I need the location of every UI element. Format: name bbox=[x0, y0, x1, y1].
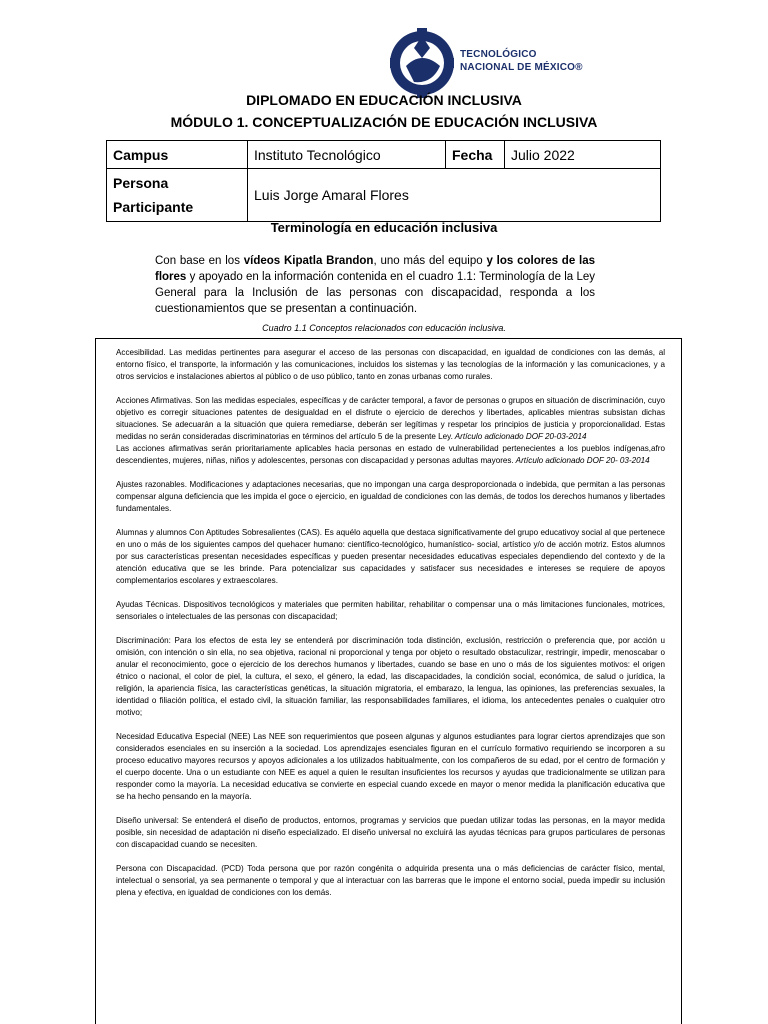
persona-label bbox=[107, 169, 248, 222]
campus-value: Instituto Tecnológico bbox=[248, 141, 446, 169]
term-accesibilidad: Accesibilidad. Las medidas pertinentes para asegurar el acceso de las personas con discapacidad, en igualdad de condiciones con las demás, al entorno físico, el transporte, la información y las comunicaciones, incluidos los sistemas y las tecnologías de la información y las comunicaciones, y a otros servicios e instalaciones abiertos al público o de uso público, tanto en zonas urbanas como rurales. bbox=[116, 348, 665, 381]
persona-label-line2: Participante bbox=[113, 199, 194, 215]
logo-line-1: TECNOLÓGICO bbox=[460, 49, 537, 60]
term-diseno-universal: Diseño universal: Se entenderá el diseño de productos, entornos, programas y servicios que puedan utilizar todas las personas, en la mayor medida posible, sin necesidad de adaptación ni diseño especializado. El diseño universal no excluirá las ayudas técnicas para grupos particulares de personas con discapacidad cuando se necesiten. bbox=[116, 816, 665, 849]
info-table bbox=[106, 140, 661, 222]
term-ajustes-razonables: Ajustes razonables. Modificaciones y adaptaciones necesarias, que no impongan una carga desproporcionada o indebida, que permitan a las personas compensar alguna deficiencia que les impida el goce o ejercicio, en igualdad de condiciones con las demás, de todos los derechos humanos y libertades fundamentales. bbox=[116, 480, 665, 513]
term-acciones-note: Artículo adicionado DOF 20-03-2014 bbox=[452, 432, 587, 441]
fecha-label: Fecha bbox=[446, 141, 505, 169]
term-acciones-note-2: Artículo adicionado DOF 20- 03-2014 bbox=[513, 456, 650, 465]
intro-post: y apoyado en la información contenida en el cuadro 1.1: Terminología de la Ley General para la Inclusión de las personas con discapacidad, responda a los cuestionamientos que se presentan a continuación. bbox=[155, 271, 595, 315]
table-caption: Cuadro 1.1 Conceptos relacionados con educación inclusiva. bbox=[262, 323, 506, 333]
term-acciones-text-2: Las acciones afirmativas serán prioritariamente aplicables hacia personas en estado de vulnerabilidad pertenecientes a los pueblos indígenas,afro descendientes, mujeres, niñas, niños y adolescentes, personas con discapacidad y personas adultas mayores. bbox=[116, 444, 665, 465]
intro-video-1: vídeos Kipatla Brandon bbox=[243, 255, 374, 267]
tecnm-wordmark bbox=[460, 48, 583, 74]
persona-value: Luis Jorge Amaral Flores bbox=[248, 169, 661, 222]
section-subtitle: Terminología en educación inclusiva bbox=[270, 220, 498, 235]
diploma-title: DIPLOMADO EN EDUCACIÓN INCLUSIVA bbox=[246, 92, 522, 108]
term-discriminacion: Discriminación: Para los efectos de esta ley se entenderá por discriminación toda distinción, exclusión, restricción o preferencia que, por acción u omisión, con intención o sin ella, no sea objetiva, racional ni proporcional y tenga por objeto o resultado obstaculizar, restringir, impedir, menoscabar o anular el reconocimiento, goce o ejercicio de los derechos humanos y libertades, cuando se base en uno o más de los siguientes motivos: el origen étnico o nacional, el color de piel, la cultura, el sexo, el género, la edad, las discapacidades, la condición social, económica, de salud o jurídica, la religión, la apariencia física, las características genéticas, la situación migratoria, el embarazo, la lengua, las opiniones, las preferencias sexuales, la identidad o filiación política, el estado civil, la situación familiar, las responsabilidades familiares, el idioma, los antecedentes penales o cualquier otro motivo; bbox=[116, 636, 665, 717]
term-acciones-afirmativas-2 bbox=[116, 443, 665, 467]
term-ayudas-tecnicas: Ayudas Técnicas. Dispositivos tecnológicos y materiales que permiten habilitar, rehabilitar o compensar una o más limitaciones funcionales, motrices, sensoriales o intelectuales de las personas con discapacidad; bbox=[116, 600, 665, 621]
term-acciones-text: Acciones Afirmativas. Son las medidas especiales, específicas y de carácter temporal, a favor de personas o grupos en situación de discriminación, cuyo objetivo es corregir situaciones patentes de desigualdad en el disfrute o ejercicio de derechos y libertades, aplicables mientras subsistan dichas situaciones. Se adecuarán a la situación que quiera remediarse, deberán ser legítimas y respetar los principios de justicia y proporcionalidad. Estas medidas no serán consideradas discriminatorias en términos del artículo 5 de la presente Ley. bbox=[116, 396, 665, 441]
module-title: MÓDULO 1. CONCEPTUALIZACIÓN DE EDUCACIÓN INCLUSIVA bbox=[170, 114, 598, 130]
term-nee: Necesidad Educativa Especial (NEE) Las NEE son requerimientos que poseen algunas y algunos estudiantes para lograr ciertos aprendizajes que son considerados esenciales en su inserción a la sociedad. Los aprendizajes esenciales figuran en el currículo formativo requiriendo se incorporen a su proceso educativo mayores recursos y apoyos adicionales a los utilizados habitualmente, con los compañeros de su edad, por el centro de formación y el cuerpo docente. Una o un estudiante con NEE es aquel a quien le resultan insuficientes los recursos y ayudas que tradicionalmente se utilizan para responder como la mayoría. La necesidad educativa se convierte en especial cuando excede en mayor o menor medida la planificación educativa que se ha hecho pensando en la mayoría. bbox=[116, 732, 665, 801]
logo-line-2: NACIONAL DE MÉXICO® bbox=[460, 62, 583, 73]
term-aptitudes-sobresalientes: Alumnas y alumnos Con Aptitudes Sobresalientes (CAS). Es aquélo aquella que destaca significativamente del grupo educativoy social al que pertenece en uno o más de los siguientes campos del quehacer humano: científico-tecnológico, humanístico- social, artístico y/o de acción motriz. Estos alumnos por sus características presentan necesidades específicas y pueden presentar necesidades educativas especiales dependiendo del contexto y de la atención educativa que se les brinde. Para potencializar sus capacidades y satisfacer sus necesidades e intereses se requiere de apoyos complementarios escolares y extraescolares. bbox=[116, 528, 665, 585]
term-acciones-afirmativas bbox=[116, 395, 665, 443]
campus-label: Campus bbox=[107, 141, 248, 169]
term-pcd: Persona con Discapacidad. (PCD) Toda persona que por razón congénita o adquirida presenta una o más deficiencias de carácter físico, mental, intelectual o sensorial, ya sea permanente o temporal y que al interactuar con las barreras que le impone el entorno social, pueda impedir su inclusión plena y efectiva, en igualdad de condiciones con los demás. bbox=[116, 864, 665, 897]
intro-pre: Con base en los bbox=[155, 255, 244, 267]
terms-box bbox=[95, 338, 682, 1024]
fecha-value: Julio 2022 bbox=[505, 141, 661, 169]
persona-label-line1: Persona bbox=[113, 175, 169, 191]
intro-paragraph bbox=[155, 253, 595, 317]
intro-mid: , uno más del equipo bbox=[373, 255, 487, 267]
intro-video-2: y los colores de las flores bbox=[155, 255, 596, 283]
